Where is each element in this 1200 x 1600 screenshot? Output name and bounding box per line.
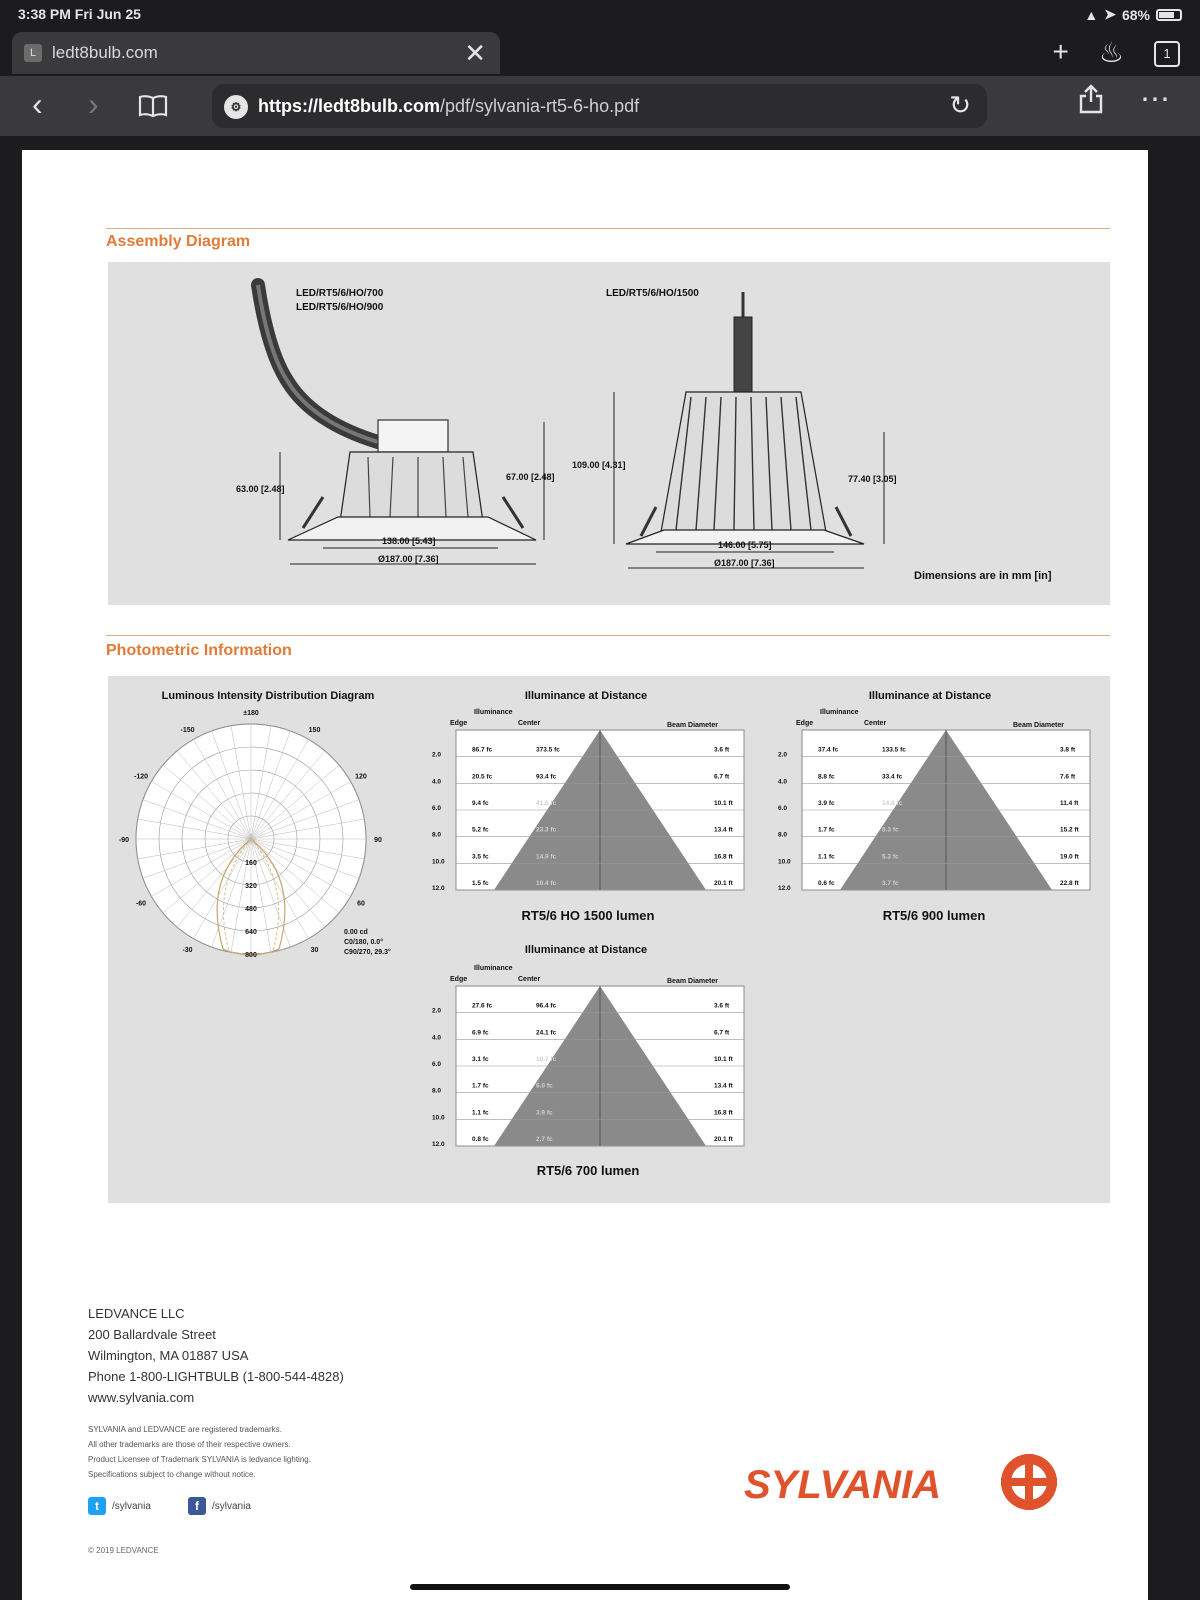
edge-header: Edge bbox=[450, 720, 468, 727]
wifi-icon: ▲ bbox=[1084, 6, 1099, 23]
distance-label: 6.0 bbox=[432, 1061, 442, 1068]
divider bbox=[106, 228, 1110, 229]
polar-angle-label: 120 bbox=[355, 773, 367, 781]
distance-label: 12.0 bbox=[432, 885, 445, 892]
assembly-panel bbox=[108, 262, 1110, 605]
chart-caption: RT5/6 700 lumen bbox=[536, 1163, 640, 1178]
status-indicators bbox=[1084, 6, 1182, 23]
polar-angle-label: ±180 bbox=[243, 710, 259, 717]
edge-value: 6.9 fc bbox=[472, 1029, 489, 1037]
phone: Phone 1-800-LIGHTBULB (1-800-544-4828) bbox=[88, 1369, 344, 1384]
twitter-icon: t bbox=[88, 1497, 106, 1515]
polar-angle-label: -150 bbox=[180, 727, 195, 735]
polar-angle-label: 60 bbox=[357, 900, 365, 908]
edge-value: 86.7 fc bbox=[472, 746, 493, 754]
new-tab-icon[interactable]: + bbox=[1052, 36, 1069, 67]
distance-label: 4.0 bbox=[432, 778, 442, 786]
dim-height-right: 77.40 [3.05] bbox=[848, 474, 897, 484]
beam-value: 13.4 ft bbox=[714, 826, 733, 834]
right-fixture-drawing bbox=[572, 282, 926, 582]
illuminance-header: Illuminance bbox=[820, 709, 859, 716]
edge-header: Edge bbox=[450, 976, 468, 983]
distance-label: 6.0 bbox=[778, 805, 788, 812]
center-value: 3.7 fc bbox=[882, 880, 899, 887]
reload-icon[interactable]: ↻ bbox=[949, 90, 971, 120]
polar-title: Luminous Intensity Distribution Diagram bbox=[161, 690, 375, 702]
polar-legend-item: 0.00 cd bbox=[344, 929, 368, 936]
share-icon[interactable] bbox=[1078, 84, 1104, 114]
browser-toolbar bbox=[0, 76, 1200, 136]
edge-value: 37.4 fc bbox=[818, 746, 839, 754]
photometric-panel bbox=[108, 676, 1110, 1203]
center-value: 6.0 fc bbox=[536, 1082, 553, 1090]
edge-value: 1.7 fc bbox=[472, 1082, 489, 1090]
edge-value: 1.1 fc bbox=[818, 853, 835, 861]
edge-value: 3.1 fc bbox=[472, 1056, 489, 1063]
distance-label: 2.0 bbox=[432, 1007, 442, 1015]
twitter-link[interactable]: t /sylvania bbox=[88, 1497, 151, 1515]
fine-print bbox=[88, 1422, 311, 1482]
center-value: 3.9 fc bbox=[536, 1109, 553, 1117]
company-name: LEDVANCE LLC bbox=[88, 1306, 185, 1321]
edge-value: 0.6 fc bbox=[818, 880, 835, 887]
beam-value: 6.7 ft bbox=[714, 773, 730, 781]
url-text[interactable]: https://ledt8bulb.com/pdf/sylvania-rt5-6-ho.pdf bbox=[258, 96, 640, 116]
illuminance-chart-900 bbox=[776, 706, 1086, 904]
beam-value: 3.6 ft bbox=[714, 746, 730, 754]
sylvania-logo bbox=[744, 1448, 1064, 1518]
distance-label: 8.0 bbox=[432, 831, 442, 839]
dim-height-right: 67.00 [2.48] bbox=[506, 472, 555, 482]
company-address bbox=[88, 1303, 344, 1408]
beam-header: Beam Diameter bbox=[667, 722, 718, 729]
assembly-heading: Assembly Diagram bbox=[106, 233, 251, 250]
center-header: Center bbox=[864, 720, 887, 727]
distance-label: 12.0 bbox=[432, 1141, 445, 1148]
edge-value: 1.7 fc bbox=[818, 826, 835, 834]
location-icon: ➤ bbox=[1104, 6, 1116, 22]
center-value: 33.4 fc bbox=[882, 773, 903, 781]
center-value: 10.7 fc bbox=[536, 1056, 557, 1063]
beam-header: Beam Diameter bbox=[667, 978, 718, 985]
distance-label: 10.0 bbox=[778, 858, 791, 866]
polar-legend-item: C0/180, 0.0° bbox=[344, 939, 383, 946]
battery-icon bbox=[1156, 9, 1182, 21]
distance-label: 4.0 bbox=[778, 778, 788, 786]
model-label: LED/RT5/6/HO/900 bbox=[296, 302, 384, 313]
pdf-page bbox=[22, 150, 1148, 1600]
distance-label: 4.0 bbox=[432, 1034, 442, 1042]
polar-ring-label: 320 bbox=[245, 883, 257, 890]
illuminance-title: Illuminance at Distance bbox=[868, 690, 992, 702]
beam-value: 16.8 ft bbox=[714, 853, 733, 861]
site-settings-icon[interactable]: ⚙ bbox=[224, 95, 248, 119]
right-model-label: LED/RT5/6/HO/1500 bbox=[606, 288, 699, 299]
distance-label: 10.0 bbox=[432, 1114, 445, 1122]
tab-overview-icon[interactable]: 1 bbox=[1154, 41, 1180, 67]
center-header: Center bbox=[518, 976, 541, 983]
fine-print-line: Specifications subject to change without notice. bbox=[88, 1470, 256, 1479]
chart-caption: RT5/6 HO 1500 lumen bbox=[521, 908, 655, 923]
brand-wordmark: SYLVANIA bbox=[744, 1463, 942, 1507]
address-bar[interactable] bbox=[212, 84, 987, 128]
back-icon[interactable]: ‹ bbox=[32, 86, 43, 122]
polar-ring-label: 640 bbox=[245, 929, 257, 936]
polar-ring-label: 480 bbox=[245, 906, 257, 913]
center-header: Center bbox=[518, 720, 541, 727]
browser-tab[interactable] bbox=[12, 32, 500, 74]
dim-height-left: 109.00 [4.31] bbox=[572, 460, 626, 470]
polar-ring-label: 160 bbox=[245, 860, 257, 867]
facebook-link[interactable]: f /sylvania bbox=[188, 1497, 251, 1515]
polar-angle-label: -120 bbox=[134, 773, 149, 781]
beam-value: 11.4 ft bbox=[1060, 800, 1079, 807]
illuminance-title: Illuminance at Distance bbox=[524, 690, 648, 702]
center-value: 41.5 fc bbox=[536, 800, 557, 807]
photometric-heading: Photometric Information bbox=[106, 642, 292, 659]
dimensions-note: Dimensions are in mm [in] bbox=[914, 570, 1052, 582]
fine-print-line: All other trademarks are those of their respective owners. bbox=[88, 1440, 291, 1449]
polar-legend-item: C90/270, 29.3° bbox=[344, 949, 391, 956]
center-value: 133.5 fc bbox=[882, 746, 906, 754]
center-value: 96.4 fc bbox=[536, 1002, 557, 1010]
distance-label: 2.0 bbox=[778, 751, 788, 759]
beam-header: Beam Diameter bbox=[1013, 722, 1064, 729]
left-fixture-drawing bbox=[236, 282, 558, 582]
close-tab-icon[interactable]: ✕ bbox=[464, 38, 486, 68]
polar-angle-label: 30 bbox=[310, 946, 319, 954]
facebook-icon: f bbox=[188, 1497, 206, 1515]
distance-label: 12.0 bbox=[778, 885, 791, 892]
edge-header: Edge bbox=[796, 720, 814, 727]
divider bbox=[106, 635, 1110, 636]
beam-value: 20.1 ft bbox=[714, 1136, 733, 1143]
center-value: 8.3 fc bbox=[882, 826, 899, 834]
tab-title: ledt8bulb.com bbox=[52, 43, 158, 62]
center-value: 14.9 fc bbox=[536, 853, 557, 861]
illuminance-chart-1500 bbox=[430, 706, 740, 904]
tab-actions bbox=[1053, 36, 1180, 69]
beam-value: 13.4 ft bbox=[714, 1082, 733, 1090]
center-value: 23.3 fc bbox=[536, 826, 557, 834]
center-value: 10.4 fc bbox=[536, 880, 557, 887]
edge-value: 3.9 fc bbox=[818, 800, 835, 807]
status-time: 3:38 PM Fri Jun 25 bbox=[18, 6, 141, 22]
beam-value: 3.8 ft bbox=[1060, 746, 1076, 754]
distance-label: 2.0 bbox=[432, 751, 442, 759]
beam-value: 15.2 ft bbox=[1060, 826, 1079, 834]
dim-inner-width: 146.00 [5.75] bbox=[718, 540, 772, 550]
chart-caption: RT5/6 900 lumen bbox=[882, 908, 986, 923]
copyright: © 2019 LEDVANCE bbox=[88, 1546, 159, 1555]
illuminance-header: Illuminance bbox=[474, 709, 513, 716]
home-indicator[interactable] bbox=[410, 1584, 790, 1590]
polar-angle-label: -30 bbox=[182, 946, 193, 954]
polar-angle-label: 150 bbox=[308, 727, 321, 735]
center-value: 2.7 fc bbox=[536, 1136, 553, 1143]
edge-value: 9.4 fc bbox=[472, 800, 489, 807]
center-value: 14.8 fc bbox=[882, 800, 903, 807]
illuminance-title: Illuminance at Distance bbox=[524, 944, 648, 956]
illuminance-chart-700 bbox=[430, 962, 740, 1160]
distance-label: 10.0 bbox=[432, 858, 445, 866]
center-value: 24.1 fc bbox=[536, 1029, 557, 1037]
beam-value: 20.1 ft bbox=[714, 880, 733, 887]
edge-value: 5.2 fc bbox=[472, 826, 489, 834]
distance-label: 6.0 bbox=[432, 805, 442, 812]
distance-label: 8.0 bbox=[778, 831, 788, 839]
center-value: 93.4 fc bbox=[536, 773, 557, 781]
model-label: LED/RT5/6/HO/700 bbox=[296, 288, 384, 299]
dim-height-left: 63.00 [2.48] bbox=[236, 484, 285, 494]
tab-strip bbox=[0, 30, 1200, 76]
private-flame-icon[interactable]: ♨ bbox=[1098, 37, 1124, 68]
reader-book-icon[interactable] bbox=[138, 94, 168, 118]
city: Wilmington, MA 01887 USA bbox=[88, 1348, 249, 1363]
website-link[interactable]: www.sylvania.com bbox=[88, 1390, 195, 1405]
dim-outer-width: Ø187.00 [7.36] bbox=[714, 558, 775, 568]
fine-print-line: Product Licensee of Trademark SYLVANIA is ledvance lighting. bbox=[88, 1455, 311, 1464]
polar-angle-label: -60 bbox=[135, 900, 147, 908]
edge-value: 1.5 fc bbox=[472, 880, 489, 887]
edge-value: 1.1 fc bbox=[472, 1109, 489, 1117]
beam-value: 22.8 ft bbox=[1060, 880, 1079, 887]
distance-label: 8.0 bbox=[432, 1087, 442, 1095]
edge-value: 20.5 fc bbox=[472, 773, 493, 781]
polar-ring-label: 800 bbox=[245, 952, 257, 959]
polar-diagram bbox=[118, 710, 426, 984]
beam-value: 16.8 ft bbox=[714, 1109, 733, 1117]
forward-icon[interactable]: › bbox=[88, 86, 99, 122]
beam-value: 6.7 ft bbox=[714, 1029, 730, 1037]
illuminance-header: Illuminance bbox=[474, 965, 513, 972]
center-value: 5.3 fc bbox=[882, 853, 899, 861]
polar-angle-label: 90 bbox=[374, 837, 382, 844]
favicon-icon: L bbox=[24, 44, 42, 62]
edge-value: 8.8 fc bbox=[818, 773, 835, 781]
beam-value: 10.1 ft bbox=[714, 1056, 733, 1063]
more-options-icon[interactable]: ⋯ bbox=[1140, 83, 1172, 116]
street: 200 Ballardvale Street bbox=[88, 1327, 216, 1342]
beam-value: 10.1 ft bbox=[714, 800, 733, 807]
battery-percent: 68% bbox=[1121, 6, 1150, 23]
dim-outer-width: Ø187.00 [7.36] bbox=[378, 554, 439, 564]
fine-print-line: SYLVANIA and LEDVANCE are registered trademarks. bbox=[88, 1425, 282, 1434]
dim-inner-width: 138.00 [5.43] bbox=[382, 536, 436, 546]
edge-value: 3.5 fc bbox=[472, 853, 489, 861]
beam-value: 3.6 ft bbox=[714, 1002, 730, 1010]
beam-value: 19.0 ft bbox=[1060, 853, 1079, 861]
center-value: 373.5 fc bbox=[536, 746, 560, 754]
polar-angle-label: -90 bbox=[118, 837, 130, 844]
status-bar bbox=[0, 0, 1200, 30]
edge-value: 27.6 fc bbox=[472, 1002, 493, 1010]
beam-value: 7.6 ft bbox=[1060, 773, 1076, 781]
edge-value: 0.8 fc bbox=[472, 1136, 489, 1143]
